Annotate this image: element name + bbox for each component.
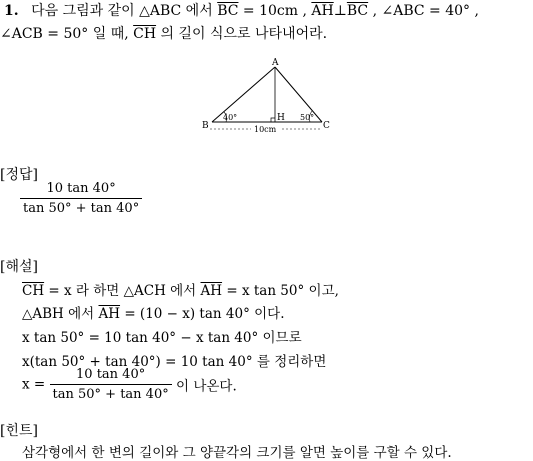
label-c: C [323,121,330,131]
explanation-text-2a: △ABH 에서 [22,306,99,322]
explanation-text-2b: = (10 − x) tan 40° 이다. [120,306,285,322]
triangle-figure [196,56,336,136]
answer-denominator: tan 50° + tan 40° [20,198,142,216]
explanation-numerator: 10 tan 40° [76,367,146,382]
segment-ah: $\overline{AH}$ [311,3,334,19]
question-line-1 [4,4,479,18]
explanation-line-2 [22,302,285,322]
explanation-denominator: tan 50° + tan 40° [50,384,172,402]
question-text-c: , ∠ABC = 40° , [368,3,479,19]
label-a: A [272,58,279,68]
right-angle-mark [271,118,275,122]
side-ab [212,67,275,122]
explanation-header: [해설] [0,259,38,275]
question-text-d: ∠ACB = 50° 일 때, [0,26,134,42]
question-line-2 [0,27,327,41]
segment-ah-exp-2: $\overline{AH}$ [98,306,121,322]
answer-fraction [20,181,142,216]
explanation-line-3: x tan 50° = 10 tan 40° − x tan 40° 이므로 [22,330,302,346]
angle-c-label: 50° [300,113,315,122]
question-text-e: 의 길이 식으로 나타내어라. [156,26,328,42]
base-length-label: 10cm [254,125,277,134]
segment-bc: $\overline{BC}$ [217,3,239,19]
answer-header: [정답] [0,167,38,183]
segment-ch: $\overline{CH}$ [133,26,157,42]
explanation-line-1 [22,279,339,299]
label-h: H [277,113,285,123]
explanation-text-1b: = x tan 50° 이고, [222,283,339,299]
angle-b-label: 40° [223,113,238,122]
hint-header: [힌트] [0,423,38,439]
question-text-b: = 10cm , [238,3,312,19]
explanation-line-4: x(tan 50° + tan 40°) = 10 tan 40° 를 정리하면 [22,354,327,370]
segment-ah-exp: $\overline{AH}$ [200,283,223,299]
explanation-text-5: 이 나온다. [171,378,237,395]
answer-numerator: 10 tan 40° [46,181,116,196]
label-b: B [202,121,209,131]
segment-ch-exp: $\overline{CH}$ [22,283,45,299]
explanation-text-1a: = x 라 하면 △ACH 에서 [44,283,201,299]
question-number: 1. [4,3,19,19]
hint-text: 삼각형에서 한 변의 길이와 그 양끝각의 크기를 알면 높이를 구할 수 있다. [22,445,452,461]
question-text-a: 다음 그림과 같이 △ABC 에서 [31,3,218,19]
perp-symbol: ⊥ [333,3,347,19]
segment-bc-2: $\overline{BC}$ [346,3,369,19]
explanation-line-5 [22,367,237,402]
explanation-x-equals: x = [22,376,50,393]
